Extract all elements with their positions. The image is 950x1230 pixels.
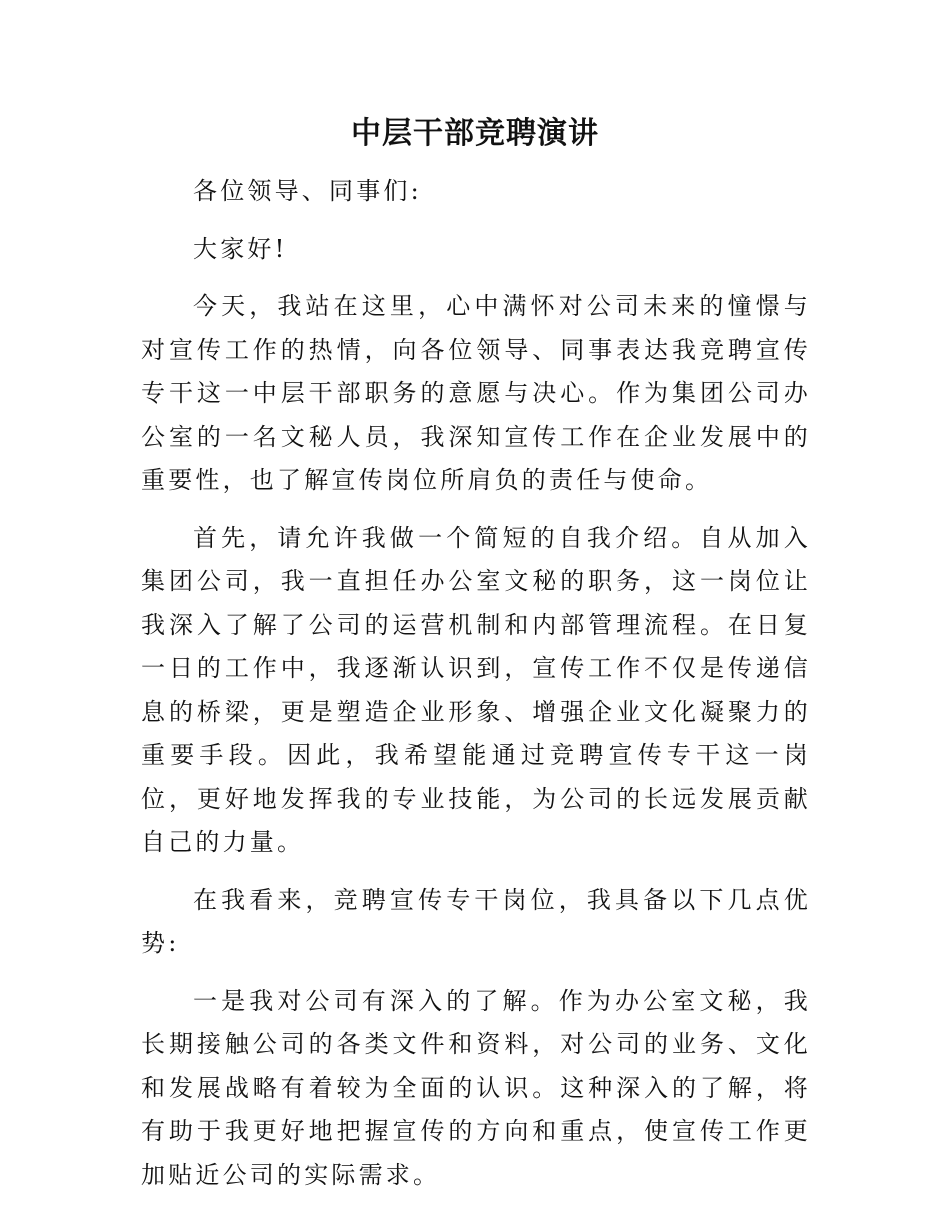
- document-body: [141, 170, 811, 1197]
- body-paragraph: 在我看来，竞聘宣传专干岗位，我具备以下几点优势:: [141, 885, 811, 957]
- body-paragraph: 今天，我站在这里，心中满怀对公司未来的憧憬与对宣传工作的热情，向各位领导、同事表达我竞聘宣传专干这一中层干部职务的意愿与决心。作为集团公司办公室的一名文秘人员，我深知宣传工作在企业发展中的重要性，也了解宣传岗位所肩负的责任与使命。: [141, 292, 811, 494]
- body-paragraph: 一是我对公司有深入的了解。作为办公室文秘，我长期接触公司的各类文件和资料，对公司的业务、文化和发展战略有着较为全面的认识。这种深入的了解，将有助于我更好地把握宣传的方向和重点，使宣传工作更加贴近公司的实际需求。: [141, 986, 811, 1189]
- salutation-paragraph: 各位领导、同事们:: [193, 177, 422, 205]
- body-paragraph: 首先，请允许我做一个简短的自我介绍。自从加入集团公司，我一直担任办公室文秘的职务，这一岗位让我深入了解了公司的运营机制和内部管理流程。在日复一日的工作中，我逐渐认识到，宣传工作不仅是传递信息的桥梁，更是塑造企业形象、增强企业文化凝聚力的重要手段。因此，我希望能通过竞聘宣传专干这一岗位，更好地发挥我的专业技能，为公司的长远发展贡献自己的力量。: [141, 523, 811, 856]
- greeting-paragraph: 大家好!: [193, 234, 288, 263]
- document-title: 中层干部竞聘演讲: [351, 116, 599, 151]
